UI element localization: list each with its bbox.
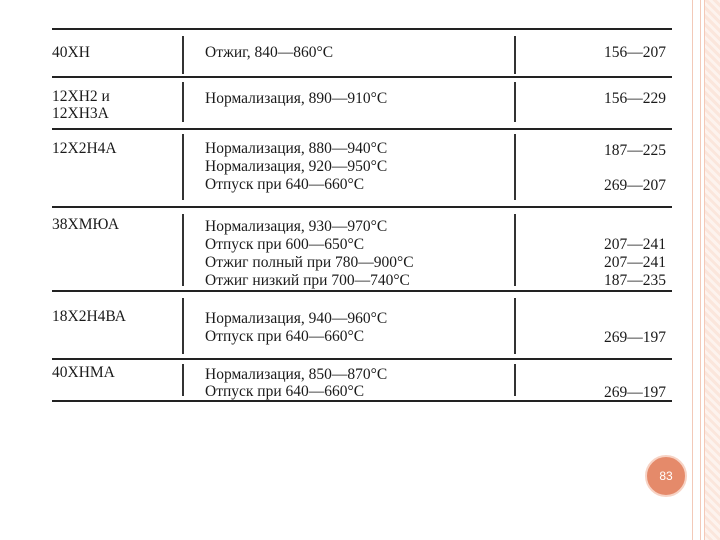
steel-grade: 12Х2Н4А [52, 140, 117, 157]
treatment-mode: Нормализация, 880—940°С [205, 140, 388, 157]
table-rule [52, 358, 672, 360]
hardness-value: 156—229 [604, 90, 666, 107]
column-rule [514, 214, 516, 286]
column-rule [182, 364, 184, 396]
steel-grade: 12ХН3А [52, 105, 109, 122]
steel-grade: 38ХМЮА [52, 216, 120, 233]
table-rule [52, 76, 672, 78]
decorative-line [700, 0, 701, 540]
column-rule [514, 36, 516, 74]
heat-treatment-table [48, 28, 674, 410]
table-rule [52, 206, 672, 208]
hardness-value: 187—235 [604, 272, 666, 289]
column-rule [182, 36, 184, 74]
table-rule [52, 128, 672, 130]
hardness-value: 156—207 [604, 44, 666, 61]
table-rule [52, 28, 672, 30]
treatment-mode: Нормализация, 850—870°С [205, 366, 388, 383]
hardness-value: 207—241 [604, 254, 666, 271]
column-rule [182, 82, 184, 122]
hardness-value: 269—207 [604, 177, 666, 194]
column-rule [514, 82, 516, 122]
decorative-line [692, 0, 693, 540]
treatment-mode: Нормализация, 930—970°С [205, 218, 388, 235]
column-rule [514, 364, 516, 396]
hardness-value: 207—241 [604, 236, 666, 253]
column-rule [514, 298, 516, 354]
treatment-mode: Нормализация, 940—960°С [205, 310, 388, 327]
steel-grade: 40ХНМА [52, 364, 115, 381]
page-number-badge: 83 [645, 455, 687, 497]
column-rule [514, 134, 516, 200]
treatment-mode: Нормализация, 890—910°С [205, 90, 388, 107]
column-rule [182, 214, 184, 286]
treatment-mode: Отпуск при 640—660°С [205, 383, 365, 400]
treatment-mode: Нормализация, 920—950°С [205, 158, 388, 175]
hardness-value: 187—225 [604, 142, 666, 159]
hardness-value: 269—197 [604, 329, 666, 346]
column-rule [182, 298, 184, 354]
treatment-mode: Отпуск при 600—650°С [205, 236, 365, 253]
decorative-border [704, 0, 720, 540]
column-rule [182, 134, 184, 200]
treatment-mode: Отжиг низкий при 700—740°С [205, 272, 410, 289]
hardness-value: 269—197 [604, 384, 666, 401]
steel-grade: 40ХН [52, 44, 90, 61]
steel-grade: 18Х2Н4ВА [52, 308, 126, 325]
steel-grade: 12ХН2 и [52, 88, 110, 105]
treatment-mode: Отжиг, 840—860°С [205, 44, 334, 61]
treatment-mode: Отпуск при 640—660°С [205, 328, 365, 345]
treatment-mode: Отпуск при 640—660°С [205, 176, 365, 193]
table-rule [52, 290, 672, 292]
treatment-mode: Отжиг полный при 780—900°С [205, 254, 414, 271]
